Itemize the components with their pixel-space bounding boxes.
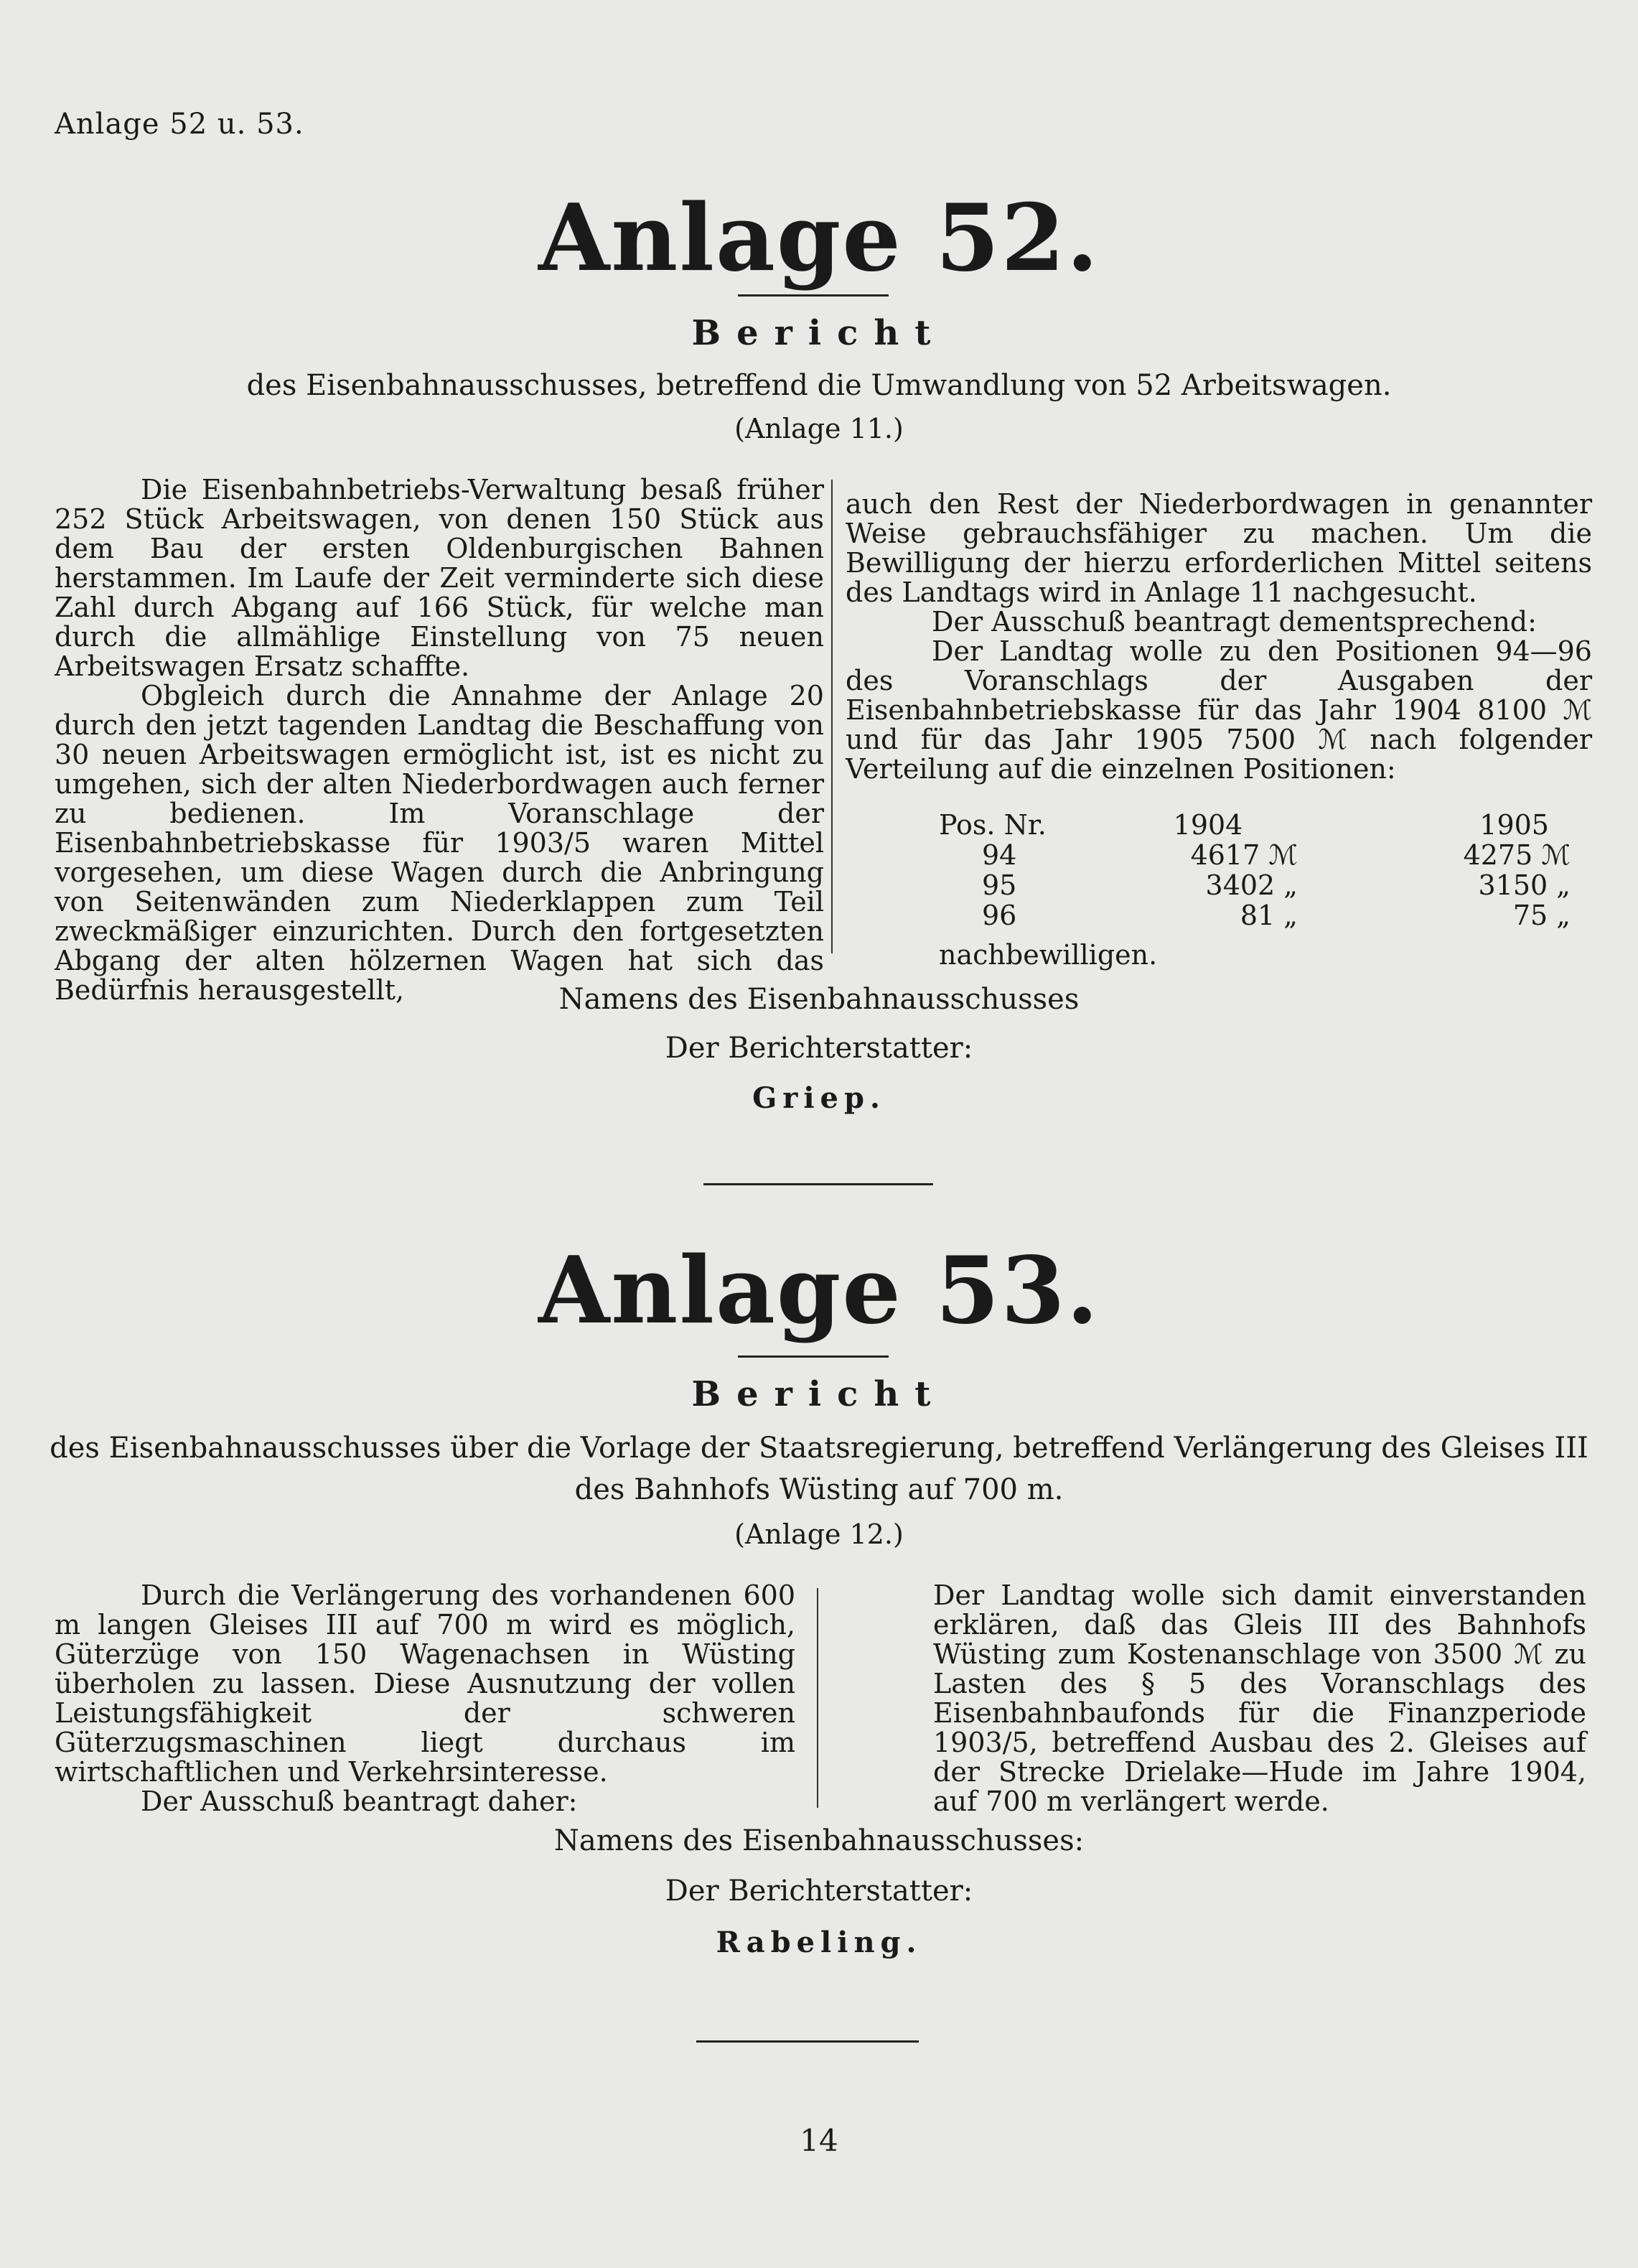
table-row bbox=[939, 900, 1571, 930]
anlage-53-sign-committee: Namens des Eisenbahnausschusses: bbox=[553, 1824, 1085, 1857]
anlage-53-left-column bbox=[55, 1581, 795, 1816]
table-row bbox=[939, 870, 1571, 900]
table-cell: 94 bbox=[982, 839, 1017, 871]
body-paragraph: Der Ausschuß beantragt dementsprechend: bbox=[932, 606, 1537, 638]
column-divider bbox=[831, 480, 833, 953]
table-cell: 81 „ bbox=[1240, 900, 1298, 931]
anlage-53-right-column bbox=[933, 1581, 1586, 1816]
body-paragraph: Obgleich durch die Annahme der Anlage 20 durch den jetzt tagenden Landtag die Beschaffung von 30 neuen Arbeitswagen ermöglicht ist, ist es nicht zu umgehen, sich der alten Niederbordwagen auch ferner zu bedienen. Im Voranschlage der Eisenbahnbetriebskasse für 1903/5 waren Mittel vorgesehen, um diese Wagen durch die Anbringung von Seitenwänden zum Niederklappen zum Teil zweckmäßiger einzurichten. Durch den fortgesetzten Abgang der alten hölzernen Wagen hat sich das Bedürfnis herausgestellt, bbox=[55, 680, 824, 1006]
anlage-53-heading: Bericht bbox=[691, 1374, 947, 1414]
closing-line bbox=[939, 941, 1226, 970]
title-rule bbox=[738, 1355, 889, 1358]
section-separator-rule bbox=[703, 1183, 933, 1185]
column-divider bbox=[817, 1588, 818, 1808]
table-cell: 4275 ℳ bbox=[1463, 839, 1571, 871]
body-paragraph: Die Eisenbahnbetriebs-Verwaltung besaß früher 252 Stück Arbeitswagen, von denen 150 Stück aus dem Bau der ersten Oldenburgischen Bahnen herstammen. Im Laufe der Zeit verminderte sich diese Zahl durch Abgang auf 166 Stück, für welche man durch die allmählige Einstellung von 75 neuen Arbeitswagen Ersatz schaffte. bbox=[55, 474, 824, 682]
running-head: Anlage 52 u. 53. bbox=[55, 108, 304, 141]
anlage-53-sign-role: Der Berichterstatter: bbox=[665, 1875, 973, 1908]
anlage-53-title: Anlage 53. bbox=[538, 1237, 1100, 1345]
page-number: 14 bbox=[800, 2123, 838, 2158]
title-rule bbox=[738, 294, 889, 297]
closing-rule bbox=[696, 2040, 919, 2043]
table-cell: 95 bbox=[982, 869, 1017, 901]
table-cell: 75 „ bbox=[1512, 900, 1571, 931]
table-header-row bbox=[939, 810, 1571, 840]
table-header: 1905 bbox=[1479, 809, 1549, 841]
anlage-53-sign-name: Rabeling. bbox=[716, 1926, 922, 1959]
table-header: Pos. Nr. bbox=[939, 809, 1047, 841]
body-paragraph: auch den Rest der Niederbordwagen in genannter Weise gebrauchsfähiger zu machen. Um die Bewilligung der hierzu erforderlichen Mittel seitens des Landtags wird in Anlage 11 nachgesucht. bbox=[846, 488, 1592, 608]
anlage-52-right-column bbox=[846, 490, 1592, 784]
anlage-52-reference: (Anlage 11.) bbox=[734, 413, 904, 444]
anlage-52-sign-name: Griep. bbox=[752, 1081, 886, 1115]
table-cell: 96 bbox=[982, 900, 1017, 931]
body-paragraph: Der Landtag wolle zu den Positionen 94—96 des Voranschlags der Ausgaben der Eisenbahnbetriebskasse für das Jahr 1904 8100 ℳ und für das Jahr 1905 7500 ℳ nach folgender Verteilung auf die einzelnen Positionen: bbox=[846, 635, 1592, 785]
table-header: 1904 bbox=[1173, 809, 1243, 841]
table-row bbox=[939, 840, 1571, 870]
table-cell: 3150 „ bbox=[1478, 869, 1571, 901]
anlage-53-reference: (Anlage 12.) bbox=[734, 1518, 904, 1550]
body-paragraph: Durch die Verlängerung des vorhandenen 600 m langen Gleises III auf 700 m wird es möglich, Güterzüge von 150 Wagenachsen in Wüsting überholen zu lassen. Diese Ausnutzung der vollen Leistungsfähigkeit der schweren Güterzugsmaschinen liegt durchaus im wirtschaftlichen und Verkehrsinteresse. bbox=[55, 1579, 795, 1788]
body-paragraph: Der Ausschuß beantragt daher: bbox=[141, 1786, 578, 1817]
anlage-52-sign-role: Der Berichterstatter: bbox=[665, 1032, 973, 1065]
position-table bbox=[939, 810, 1571, 930]
closing-text: nachbewilligen. bbox=[939, 939, 1158, 971]
body-paragraph: Der Landtag wolle sich damit einverstanden erklären, daß das Gleis III des Bahnhofs Wüsting zum Kostenanschlage von 3500 ℳ zu Lasten des § 5 des Voranschlags des Eisenbahnbaufonds für die Finanzperiode 1903/5, betreffend Ausbau des 2. Gleises auf der Strecke Drielake—Hude im Jahre 1904, auf 700 m verlängert werde. bbox=[933, 1579, 1586, 1817]
table-cell: 3402 „ bbox=[1205, 869, 1298, 901]
anlage-53-subtitle-line-2: des Bahnhofs Wüsting auf 700 m. bbox=[574, 1473, 1064, 1506]
anlage-53-subtitle-line-1: des Eisenbahnausschusses über die Vorlage der Staatsregierung, betreffend Verlängerung des Gleises III bbox=[50, 1432, 1588, 1465]
table-cell: 4617 ℳ bbox=[1190, 839, 1298, 871]
anlage-52-subtitle: des Eisenbahnausschusses, betreffend die Umwandlung von 52 Arbeitswagen. bbox=[246, 369, 1392, 402]
anlage-52-heading: Bericht bbox=[691, 313, 947, 353]
anlage-52-sign-committee: Namens des Eisenbahnausschusses bbox=[558, 983, 1080, 1016]
anlage-52-title: Anlage 52. bbox=[538, 185, 1100, 292]
anlage-52-left-column bbox=[55, 475, 824, 1005]
